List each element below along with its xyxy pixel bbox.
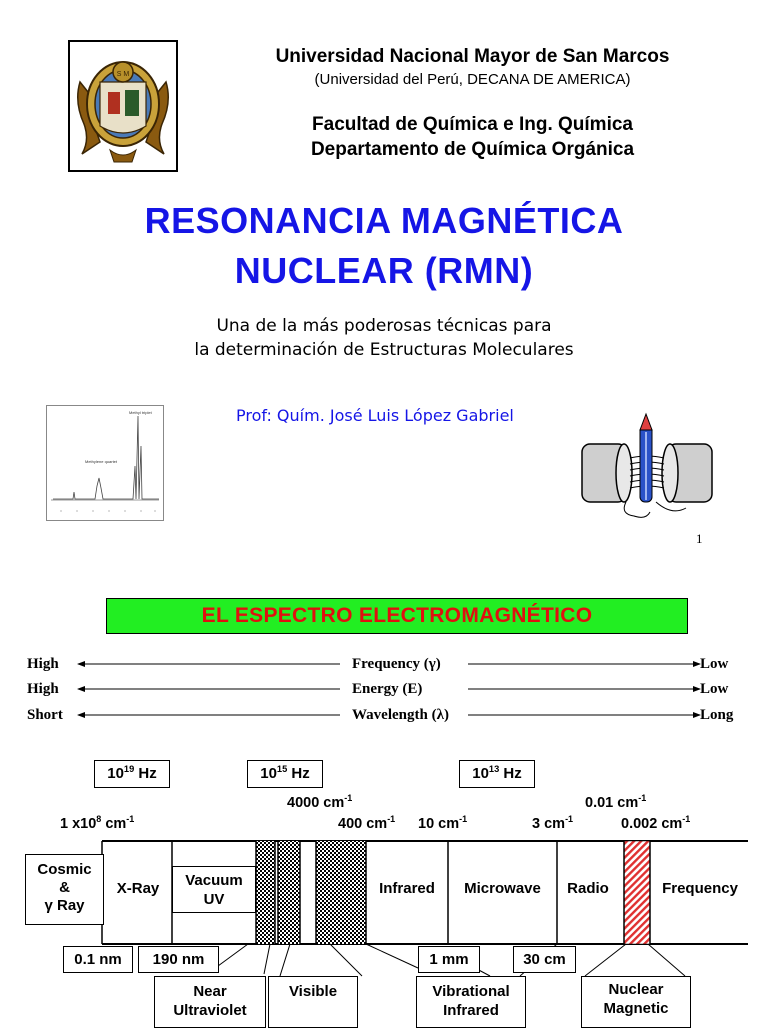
row-wavelength-right: Long [700, 707, 734, 723]
band-hatch-3 [316, 841, 366, 944]
band-radio: Radio [567, 880, 609, 897]
subtitle-line2: la determinación de Estructuras Moleculares [194, 340, 574, 360]
band-cosmic-gamma: Cosmic & γ Ray [25, 854, 104, 925]
svg-text:S M: S M [116, 71, 130, 78]
thumb-label-a: Methyl triplet [129, 410, 152, 415]
wavelength-1mm: 1 mm [418, 946, 480, 973]
band-vacuum-uv: Vacuum UV [172, 866, 256, 913]
university-crest [68, 40, 178, 172]
band-frequency: Frequency [662, 880, 738, 897]
section-title: EL ESPECTRO ELECTROMAGNÉTICO [106, 598, 688, 634]
hz-box-19: $10^{19}$ Hz [94, 760, 170, 788]
nmr-band-hatch [624, 841, 650, 944]
faculty-name: Facultad de Química e Ing. Química [312, 114, 633, 135]
wavenumber-0-002: 0.002 $cm^{-1}$ [621, 814, 691, 832]
wavenumber-400: 400 $cm^{-1}$ [338, 814, 396, 832]
callout-visible: Visible [268, 976, 358, 1028]
university-subtitle: (Universidad del Perú, DECANA DE AMERICA) [314, 71, 631, 88]
callout-nuclear-magnetic: Nuclear Magnetic [581, 976, 691, 1028]
hz-box-13: $10^{13}$ Hz [459, 760, 535, 788]
row-energy-label: Energy (E) [352, 681, 423, 697]
band-hatch-2 [278, 841, 300, 944]
row-frequency-left: High [27, 656, 59, 672]
page-title-line1: RESONANCIA MAGNÉTICA [144, 200, 624, 241]
callout-vibrational-infrared: Vibrational Infrared [416, 976, 526, 1028]
subtitle-line1: Una de la más poderosas técnicas para [216, 316, 552, 336]
row-frequency-right: Low [700, 656, 729, 672]
row-energy-left: High [27, 681, 59, 697]
wavenumber-10: 10 $cm^{-1}$ [418, 814, 468, 832]
row-wavelength-label: Wavelength (λ) [352, 707, 449, 723]
band-xray: X-Ray [116, 880, 160, 897]
wavelength-190nm: 190 nm [138, 946, 219, 973]
band-microwave: Microwave [464, 880, 541, 897]
row-frequency-label: Frequency (γ) [352, 656, 441, 672]
row-wavelength-left: Short [27, 707, 63, 723]
row-energy-right: Low [700, 681, 729, 697]
band-hatch-1 [256, 841, 275, 944]
hz-box-15: $10^{15}$ Hz [247, 760, 323, 788]
wavenumber-0-01: 0.01 $cm^{-1}$ [585, 793, 647, 811]
wavenumber-4000: 4000 $cm^{-1}$ [287, 793, 353, 811]
callout-near-ultraviolet: Near Ultraviolet [154, 976, 266, 1028]
page-title-line2: NUCLEAR (RMN) [234, 250, 534, 291]
nmr-spectrum-thumbnail [46, 405, 164, 521]
professor-name: Prof: Quím. José Luis López Gabriel [236, 406, 514, 425]
wavenumber-1e8: 1 $x10^8$ $cm^{-1}$ [60, 814, 135, 832]
university-name: Universidad Nacional Mayor de San Marcos [275, 46, 670, 67]
thumb-label-b: Methylene quartet [85, 459, 118, 464]
wavelength-30cm: 30 cm [513, 946, 576, 973]
page-number: 1 [696, 531, 703, 546]
band-infrared: Infrared [379, 880, 435, 897]
department-name: Departamento de Química Orgánica [310, 139, 635, 160]
wavelength-0-1nm: 0.1 nm [63, 946, 133, 973]
wavenumber-3: 3 $cm^{-1}$ [532, 814, 574, 832]
nmr-magnet-illustration [576, 412, 716, 524]
